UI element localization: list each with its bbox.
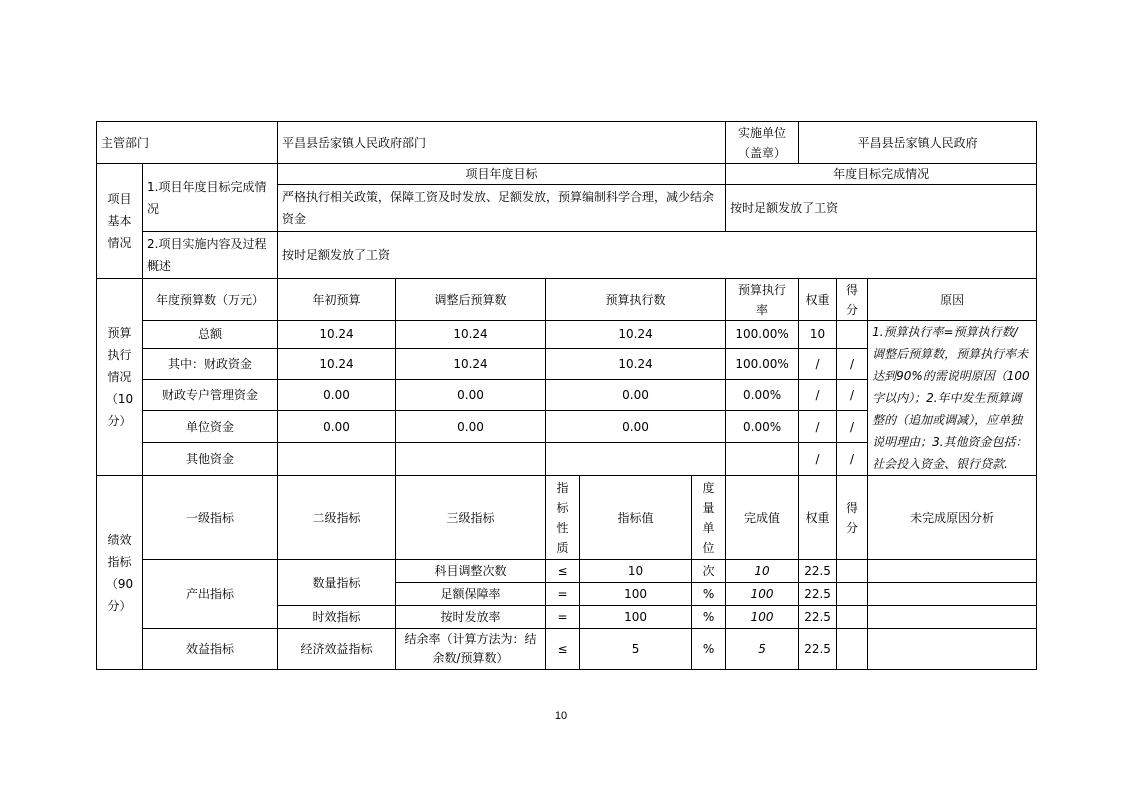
budget-row-rate: 0.00%	[726, 411, 799, 443]
impl-value: 平昌县岳家镇人民政府	[799, 122, 1037, 164]
goal-label: 1.项目年度目标完成情 况	[143, 164, 278, 232]
budget-row-name: 财政专户管理资金	[143, 380, 278, 411]
perf-score	[837, 606, 868, 629]
dept-label: 主管部门	[97, 122, 278, 164]
perf-weight: 22.5	[799, 560, 837, 583]
perf-nature: ≤	[546, 560, 580, 583]
perf-value: 5	[580, 629, 692, 670]
perf-unit: %	[692, 629, 726, 670]
budget-header-weight: 权重	[799, 279, 837, 321]
goal-header: 项目年度目标	[278, 164, 726, 185]
perf-unit: %	[692, 606, 726, 629]
perf-reason	[868, 606, 1037, 629]
budget-row-weight: /	[799, 348, 837, 380]
budget-header-rate: 预算执行 率	[726, 279, 799, 321]
budget-row-executed: 0.00	[546, 411, 726, 443]
perf-section-label: 绩效 指标 （90 分）	[97, 476, 143, 670]
budget-row-executed: 10.24	[546, 321, 726, 349]
perf-done: 100	[726, 606, 799, 629]
perf-header-level1: 一级指标	[143, 476, 278, 560]
perf-done: 10	[726, 560, 799, 583]
perf-score	[837, 583, 868, 606]
budget-row-rate	[726, 443, 799, 476]
status-value: 按时足额发放了工资	[726, 185, 1037, 232]
perf-row	[97, 629, 1037, 670]
quantity-indicator-label: 数量指标	[278, 560, 396, 606]
budget-row-total	[97, 321, 1037, 349]
process-value: 按时足额发放了工资	[278, 232, 1037, 279]
budget-row-name: 总额	[143, 321, 278, 349]
budget-row-initial: 0.00	[278, 380, 396, 411]
perf-unit: 次	[692, 560, 726, 583]
perf-level3: 结余率（计算方法为：结 余数/预算数）	[396, 629, 546, 670]
budget-row-rate: 100.00%	[726, 348, 799, 380]
perf-reason	[868, 583, 1037, 606]
budget-row-score: /	[837, 348, 868, 380]
budget-row-adjusted	[396, 443, 546, 476]
impl-label: 实施单位 （盖章）	[726, 122, 799, 164]
budget-header-adjusted: 调整后预算数	[396, 279, 546, 321]
goal-value: 严格执行相关政策，保障工资及时发放、足额发放，预算编制科学合理，减少结余 资金	[278, 185, 726, 232]
process-label: 2.项目实施内容及过程 概述	[143, 232, 278, 279]
performance-form-table	[96, 121, 1037, 670]
budget-row-weight: 10	[799, 321, 837, 349]
perf-header-score: 得 分	[837, 476, 868, 560]
perf-reason	[868, 629, 1037, 670]
budget-row-executed: 0.00	[546, 380, 726, 411]
budget-row-initial: 0.00	[278, 411, 396, 443]
output-indicator-label: 产出指标	[143, 560, 278, 629]
economic-indicator-label: 经济效益指标	[278, 629, 396, 670]
perf-weight: 22.5	[799, 583, 837, 606]
perf-header-value: 指标值	[580, 476, 692, 560]
budget-header-initial: 年初预算	[278, 279, 396, 321]
perf-header-reason: 未完成原因分析	[868, 476, 1037, 560]
perf-value: 100	[580, 583, 692, 606]
budget-row-weight: /	[799, 443, 837, 476]
budget-reason-note: 1.预算执行率=预算执行数/ 调整后预算数，预算执行率未 达到90%的需说明原因（100 字以内）；2.年中发生预算调 整的（追加或调减），应单独 说明理由；3.其他资金包括： 社会投入资金、银行贷款.	[868, 321, 1037, 476]
perf-level3: 科目调整次数	[396, 560, 546, 583]
status-header: 年度目标完成情况	[726, 164, 1037, 185]
budget-header-score: 得 分	[837, 279, 868, 321]
budget-row-score: /	[837, 411, 868, 443]
budget-row-score: /	[837, 443, 868, 476]
timeliness-indicator-label: 时效指标	[278, 606, 396, 629]
perf-weight: 22.5	[799, 606, 837, 629]
perf-value: 100	[580, 606, 692, 629]
budget-row-executed	[546, 443, 726, 476]
perf-unit: %	[692, 583, 726, 606]
budget-header-executed: 预算执行数	[546, 279, 726, 321]
budget-row-name: 单位资金	[143, 411, 278, 443]
budget-row-initial: 10.24	[278, 321, 396, 349]
perf-header-done: 完成值	[726, 476, 799, 560]
budget-row-executed: 10.24	[546, 348, 726, 380]
budget-row-name: 其他资金	[143, 443, 278, 476]
benefit-indicator-label: 效益指标	[143, 629, 278, 670]
perf-header-level2: 二级指标	[278, 476, 396, 560]
budget-row-adjusted: 0.00	[396, 411, 546, 443]
budget-row-rate: 0.00%	[726, 380, 799, 411]
basic-section-label: 项目 基本 情况	[97, 164, 143, 279]
budget-section-label: 预算 执行 情况 （10 分）	[97, 279, 143, 476]
budget-row-score: /	[837, 380, 868, 411]
budget-row-adjusted: 0.00	[396, 380, 546, 411]
budget-row-initial	[278, 443, 396, 476]
budget-row-score	[837, 321, 868, 349]
perf-score	[837, 629, 868, 670]
perf-header-level3: 三级指标	[396, 476, 546, 560]
budget-row-rate: 100.00%	[726, 321, 799, 349]
perf-done: 100	[726, 583, 799, 606]
perf-header-weight: 权重	[799, 476, 837, 560]
budget-row-weight: /	[799, 380, 837, 411]
budget-row-adjusted: 10.24	[396, 348, 546, 380]
perf-done: 5	[726, 629, 799, 670]
perf-value: 10	[580, 560, 692, 583]
perf-score	[837, 560, 868, 583]
budget-row-initial: 10.24	[278, 348, 396, 380]
page-number: 10	[554, 710, 568, 722]
perf-level3: 足额保障率	[396, 583, 546, 606]
perf-nature: =	[546, 583, 580, 606]
budget-header-reason: 原因	[868, 279, 1037, 321]
budget-row-adjusted: 10.24	[396, 321, 546, 349]
budget-row-weight: /	[799, 411, 837, 443]
perf-header-unit: 度 量 单 位	[692, 476, 726, 560]
budget-header-annual: 年度预算数（万元）	[143, 279, 278, 321]
budget-row-name: 其中：财政资金	[143, 348, 278, 380]
dept-value: 平昌县岳家镇人民政府部门	[278, 122, 726, 164]
perf-reason	[868, 560, 1037, 583]
perf-weight: 22.5	[799, 629, 837, 670]
perf-level3: 按时发放率	[396, 606, 546, 629]
perf-nature: =	[546, 606, 580, 629]
perf-row	[97, 560, 1037, 583]
perf-nature: ≤	[546, 629, 580, 670]
perf-header-nature: 指 标 性 质	[546, 476, 580, 560]
